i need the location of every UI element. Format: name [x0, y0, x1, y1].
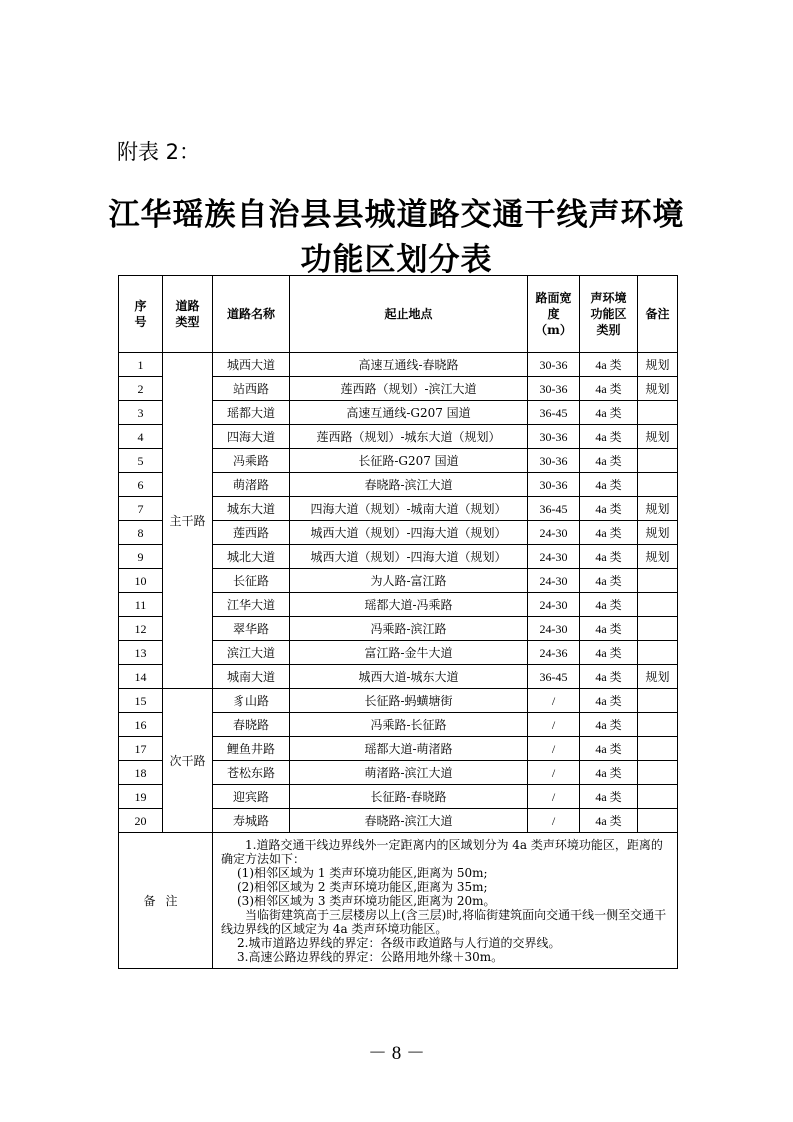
cell-road-name: 城东大道 — [213, 497, 290, 521]
table-row — [119, 689, 678, 713]
cell-zone: 4a 类 — [580, 497, 638, 521]
cell-width: 36-45 — [528, 665, 580, 689]
cell-width: 36-45 — [528, 401, 580, 425]
cell-remark — [638, 689, 678, 713]
cell-road-name: 苍松东路 — [213, 761, 290, 785]
cell-width: / — [528, 809, 580, 833]
cell-index: 11 — [119, 593, 163, 617]
cell-index: 4 — [119, 425, 163, 449]
cell-route: 长征路-G207 国道 — [290, 449, 528, 473]
cell-index: 8 — [119, 521, 163, 545]
cell-width: 30-36 — [528, 425, 580, 449]
cell-zone: 4a 类 — [580, 641, 638, 665]
header-remark: 备注 — [638, 276, 678, 353]
cell-road-name: 长征路 — [213, 569, 290, 593]
cell-width: 24-30 — [528, 521, 580, 545]
cell-route: 莲西路（规划）-滨江大道 — [290, 377, 528, 401]
cell-remark: 规划 — [638, 665, 678, 689]
table-body — [119, 353, 678, 833]
cell-remark — [638, 809, 678, 833]
cell-road-name: 迎宾路 — [213, 785, 290, 809]
page-number: － 8 － — [367, 1043, 425, 1064]
cell-route: 萌渚路-滨江大道 — [290, 761, 528, 785]
cell-road-name: 滨江大道 — [213, 641, 290, 665]
cell-remark: 规划 — [638, 425, 678, 449]
header-route: 起止地点 — [290, 276, 528, 353]
notes-row — [119, 833, 678, 969]
appendix-label: 附表 2： — [117, 140, 201, 164]
note-paragraph: (1)相邻区域为 1 类声环境功能区,距离为 50m; — [237, 866, 488, 880]
cell-zone: 4a 类 — [580, 425, 638, 449]
cell-index: 1 — [119, 353, 163, 377]
cell-width: / — [528, 785, 580, 809]
cell-index: 18 — [119, 761, 163, 785]
document-title-line1: 江华瑶族自治县县城道路交通干线声环境 — [108, 197, 685, 233]
header-row — [119, 276, 678, 353]
cell-remark — [638, 737, 678, 761]
cell-width: 24-36 — [528, 641, 580, 665]
cell-road-name: 翠华路 — [213, 617, 290, 641]
cell-index: 2 — [119, 377, 163, 401]
cell-route: 高速互通线-G207 国道 — [290, 401, 528, 425]
cell-width: 24-30 — [528, 569, 580, 593]
cell-zone: 4a 类 — [580, 473, 638, 497]
cell-route: 四海大道（规划）-城南大道（规划） — [290, 497, 528, 521]
cell-road-type: 次干路 — [163, 689, 213, 833]
cell-width: 30-36 — [528, 377, 580, 401]
note-paragraph: 2.城市道路边界线的界定：各级市政道路与人行道的交界线。 — [237, 936, 561, 950]
cell-width: 30-36 — [528, 473, 580, 497]
cell-route: 莲西路（规划）-城东大道（规划） — [290, 425, 528, 449]
cell-route: 城西大道（规划）-四海大道（规划） — [290, 521, 528, 545]
cell-route: 春晓路-滨江大道 — [290, 809, 528, 833]
cell-road-name: 鲤鱼井路 — [213, 737, 290, 761]
cell-remark: 规划 — [638, 545, 678, 569]
cell-route: 冯乘路-滨江路 — [290, 617, 528, 641]
cell-road-name: 莲西路 — [213, 521, 290, 545]
cell-index: 16 — [119, 713, 163, 737]
cell-index: 17 — [119, 737, 163, 761]
cell-road-name: 站西路 — [213, 377, 290, 401]
cell-remark — [638, 617, 678, 641]
cell-remark — [638, 593, 678, 617]
notes-cell — [213, 833, 678, 969]
cell-index: 6 — [119, 473, 163, 497]
cell-zone: 4a 类 — [580, 665, 638, 689]
note-paragraph: 3.高速公路边界线的界定：公路用地外缘＋30m。 — [237, 950, 504, 964]
cell-width: 36-45 — [528, 497, 580, 521]
cell-remark — [638, 473, 678, 497]
cell-zone: 4a 类 — [580, 449, 638, 473]
cell-width: / — [528, 689, 580, 713]
cell-index: 14 — [119, 665, 163, 689]
cell-route: 长征路-春晓路 — [290, 785, 528, 809]
cell-zone: 4a 类 — [580, 377, 638, 401]
cell-width: 30-36 — [528, 449, 580, 473]
cell-zone: 4a 类 — [580, 761, 638, 785]
cell-index: 3 — [119, 401, 163, 425]
cell-remark: 规划 — [638, 521, 678, 545]
cell-remark: 规划 — [638, 497, 678, 521]
cell-remark — [638, 713, 678, 737]
cell-width: 24-30 — [528, 617, 580, 641]
cell-road-name: 豸山路 — [213, 689, 290, 713]
zoning-table — [118, 275, 678, 969]
document-title-line2: 功能区划分表 — [300, 242, 493, 278]
cell-route: 瑶都大道-萌渚路 — [290, 737, 528, 761]
cell-road-name: 春晓路 — [213, 713, 290, 737]
cell-route: 为人路-富江路 — [290, 569, 528, 593]
cell-remark — [638, 449, 678, 473]
cell-road-name: 城西大道 — [213, 353, 290, 377]
cell-remark: 规划 — [638, 377, 678, 401]
cell-width: 30-36 — [528, 353, 580, 377]
header-road-name: 道路名称 — [213, 276, 290, 353]
cell-road-name: 寿城路 — [213, 809, 290, 833]
cell-zone: 4a 类 — [580, 521, 638, 545]
cell-zone: 4a 类 — [580, 401, 638, 425]
note-paragraph: (3)相邻区域为 3 类声环境功能区,距离为 20m。 — [237, 894, 496, 908]
cell-width: / — [528, 761, 580, 785]
cell-index: 19 — [119, 785, 163, 809]
header-index: 序号 — [119, 276, 163, 353]
cell-index: 5 — [119, 449, 163, 473]
cell-width: 24-30 — [528, 593, 580, 617]
cell-road-name: 瑶都大道 — [213, 401, 290, 425]
cell-width: 24-30 — [528, 545, 580, 569]
cell-index: 20 — [119, 809, 163, 833]
note-paragraph: 1.道路交通干线边界线外一定距离内的区域划分为 4a 类声环境功能区，距离的确定方法如下： — [221, 838, 663, 866]
cell-zone: 4a 类 — [580, 809, 638, 833]
cell-zone: 4a 类 — [580, 593, 638, 617]
cell-zone: 4a 类 — [580, 617, 638, 641]
table-row — [119, 353, 678, 377]
cell-road-name: 冯乘路 — [213, 449, 290, 473]
notes-label: 备注 — [119, 833, 213, 969]
cell-route: 冯乘路-长征路 — [290, 713, 528, 737]
cell-remark — [638, 641, 678, 665]
header-width: 路面宽度（m） — [528, 276, 580, 353]
cell-zone: 4a 类 — [580, 545, 638, 569]
cell-route: 城西大道（规划）-四海大道（规划） — [290, 545, 528, 569]
cell-remark: 规划 — [638, 353, 678, 377]
cell-zone: 4a 类 — [580, 353, 638, 377]
cell-zone: 4a 类 — [580, 689, 638, 713]
cell-road-type: 主干路 — [163, 353, 213, 689]
cell-route: 长征路-蚂蟥塘街 — [290, 689, 528, 713]
cell-index: 12 — [119, 617, 163, 641]
cell-remark — [638, 785, 678, 809]
cell-index: 7 — [119, 497, 163, 521]
cell-width: / — [528, 713, 580, 737]
cell-route: 城西大道-城东大道 — [290, 665, 528, 689]
cell-zone: 4a 类 — [580, 785, 638, 809]
cell-index: 13 — [119, 641, 163, 665]
cell-index: 10 — [119, 569, 163, 593]
cell-remark — [638, 401, 678, 425]
cell-route: 瑶都大道-冯乘路 — [290, 593, 528, 617]
cell-road-name: 城北大道 — [213, 545, 290, 569]
cell-zone: 4a 类 — [580, 569, 638, 593]
cell-route: 高速互通线-春晓路 — [290, 353, 528, 377]
cell-index: 9 — [119, 545, 163, 569]
cell-index: 15 — [119, 689, 163, 713]
cell-route: 春晓路-滨江大道 — [290, 473, 528, 497]
cell-width: / — [528, 737, 580, 761]
cell-zone: 4a 类 — [580, 713, 638, 737]
header-zone: 声环境功能区类别 — [580, 276, 638, 353]
cell-remark — [638, 569, 678, 593]
cell-road-name: 城南大道 — [213, 665, 290, 689]
header-road-type: 道路类型 — [163, 276, 213, 353]
cell-zone: 4a 类 — [580, 737, 638, 761]
cell-remark — [638, 761, 678, 785]
cell-road-name: 萌渚路 — [213, 473, 290, 497]
note-paragraph: 当临街建筑高于三层楼房以上(含三层)时,将临街建筑面向交通干线一侧至交通干线边界线的区域定为 4a 类声环境功能区。 — [221, 908, 667, 936]
cell-route: 富江路-金牛大道 — [290, 641, 528, 665]
cell-road-name: 四海大道 — [213, 425, 290, 449]
note-paragraph: (2)相邻区域为 2 类声环境功能区,距离为 35m; — [237, 880, 488, 894]
cell-road-name: 江华大道 — [213, 593, 290, 617]
